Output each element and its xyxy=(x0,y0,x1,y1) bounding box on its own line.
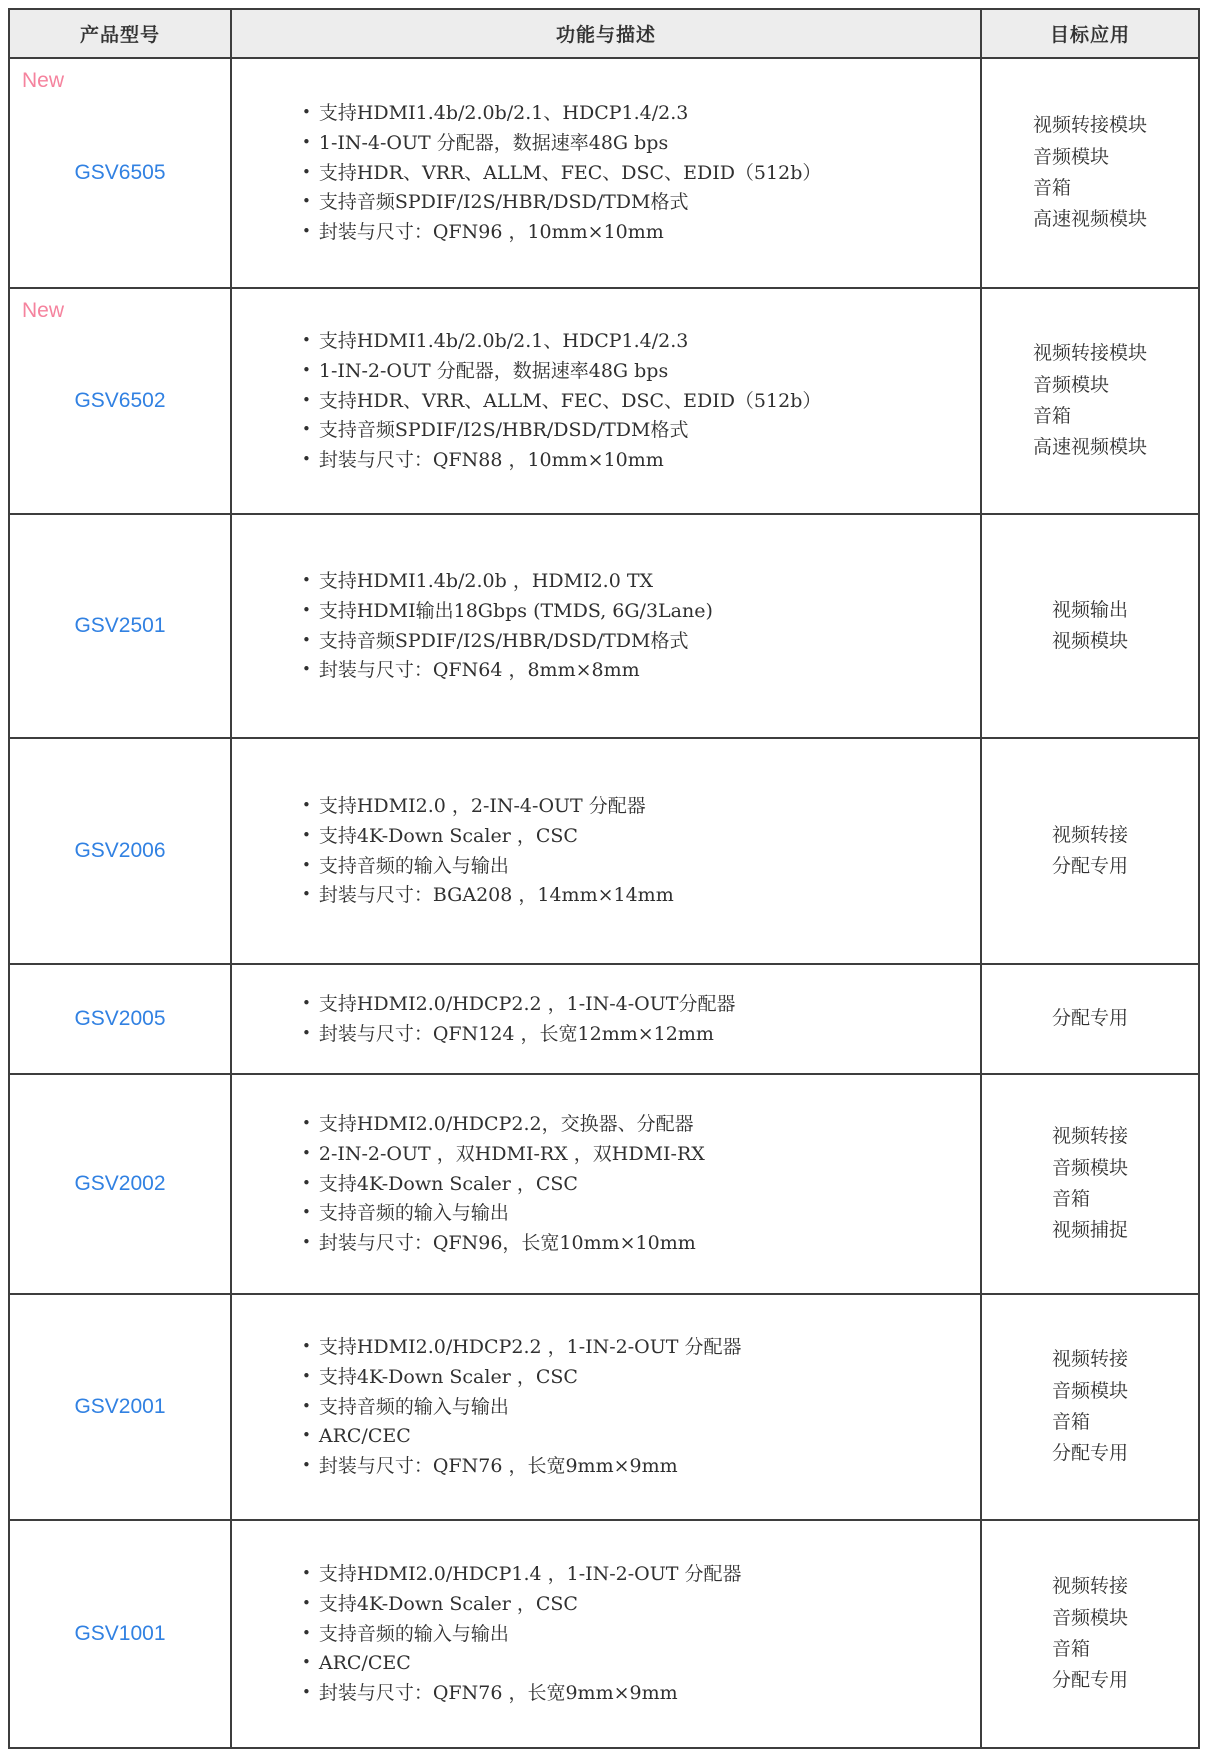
feature-item: • 支持音频SPDIF/I2S/HBR/DSD/TDM格式 xyxy=(302,189,821,216)
applications-cell xyxy=(982,965,1198,1073)
feature-item: • 2-IN-2-OUT ，双HDMI-RX ，双HDMI-RX xyxy=(302,1141,705,1168)
new-badge: New xyxy=(22,299,65,322)
application-item: 高速视频模块 xyxy=(1032,208,1147,231)
product-model: GSV6502 xyxy=(74,389,166,412)
features-cell xyxy=(232,1075,982,1293)
application-list xyxy=(1052,1344,1128,1469)
feature-list xyxy=(302,325,821,478)
model-cell xyxy=(10,289,232,513)
feature-item: • 1-IN-4-OUT 分配器，数据速率48G bps xyxy=(302,130,821,157)
feature-list xyxy=(302,1331,742,1484)
feature-item: • 封装与尺寸：QFN64 ，8mm×8mm xyxy=(302,657,713,684)
feature-item: • ARC/CEC xyxy=(302,1650,742,1677)
application-list xyxy=(1052,1121,1128,1246)
application-item: 视频输出 xyxy=(1051,598,1128,621)
model-cell xyxy=(10,515,232,737)
feature-item: • 支持HDMI2.0/HDCP2.2 ，1-IN-4-OUT分配器 xyxy=(302,991,735,1018)
feature-item: • 支持4K-Down Scaler ，CSC xyxy=(302,1171,705,1198)
table-row xyxy=(10,59,1198,289)
application-list xyxy=(1052,1003,1128,1034)
application-item: 视频转接 xyxy=(1051,1125,1128,1148)
feature-item: • 封装与尺寸：QFN88 ，10mm×10mm xyxy=(302,447,821,474)
product-table xyxy=(8,8,1200,1749)
feature-item: • 封装与尺寸：QFN96 ，10mm×10mm xyxy=(302,219,821,246)
column-header-model: 产品型号 xyxy=(10,10,232,57)
applications-cell xyxy=(982,289,1198,513)
feature-item: • 支持HDR、VRR、ALLM、FEC、DSC、EDID（512b） xyxy=(302,160,821,187)
model-cell xyxy=(10,1521,232,1747)
application-list xyxy=(1052,820,1128,883)
application-item: 音箱 xyxy=(1051,1638,1090,1660)
table-header-row xyxy=(10,10,1198,59)
application-item: 分配专用 xyxy=(1051,1442,1128,1465)
model-cell xyxy=(10,59,232,287)
table-row xyxy=(10,1521,1198,1747)
feature-item: • ARC/CEC xyxy=(302,1423,742,1450)
application-item: 分配专用 xyxy=(1051,1669,1128,1692)
application-item: 视频模块 xyxy=(1051,630,1128,652)
application-item: 分配专用 xyxy=(1051,1007,1128,1030)
application-item: 视频转接 xyxy=(1051,823,1128,846)
feature-item: • 封装与尺寸：BGA208 ，14mm×14mm xyxy=(302,882,674,909)
feature-item: • 支持HDR、VRR、ALLM、FEC、DSC、EDID（512b） xyxy=(302,388,821,415)
features-cell xyxy=(232,965,982,1073)
feature-item: • 支持4K-Down Scaler ，CSC xyxy=(302,1364,742,1391)
application-item: 视频转接 xyxy=(1051,1348,1128,1371)
feature-item: • 封装与尺寸：QFN76 ，长宽9mm×9mm xyxy=(302,1680,742,1707)
table-row xyxy=(10,1075,1198,1295)
feature-item: • 支持HDMI1.4b/2.0b ，HDMI2.0 TX xyxy=(302,568,713,595)
application-item: 音箱 xyxy=(1032,405,1071,427)
product-model: GSV6505 xyxy=(74,161,166,184)
application-item: 视频转接 xyxy=(1051,1575,1128,1598)
table-row xyxy=(10,289,1198,515)
feature-item: • 支持音频的输入与输出 xyxy=(302,853,674,880)
application-item: 高速视频模块 xyxy=(1032,436,1147,459)
table-row xyxy=(10,739,1198,965)
application-item: 音箱 xyxy=(1051,1188,1090,1210)
feature-item: • 支持音频SPDIF/I2S/HBR/DSD/TDM格式 xyxy=(302,628,713,655)
feature-list xyxy=(302,790,674,913)
product-model: GSV2005 xyxy=(74,1007,166,1030)
application-item: 视频转接模块 xyxy=(1032,342,1147,365)
application-item: 音箱 xyxy=(1051,1411,1090,1433)
features-cell xyxy=(232,289,982,513)
column-header-features: 功能与描述 xyxy=(232,10,982,57)
applications-cell xyxy=(982,1295,1198,1519)
application-item: 音频模块 xyxy=(1032,145,1109,168)
product-model: GSV2006 xyxy=(74,839,166,862)
table-row xyxy=(10,965,1198,1075)
features-cell xyxy=(232,1521,982,1747)
applications-cell xyxy=(982,1521,1198,1747)
application-item: 音频模块 xyxy=(1051,1606,1128,1629)
features-cell xyxy=(232,739,982,963)
feature-item: • 支持HDMI2.0/HDCP1.4 ，1-IN-2-OUT 分配器 xyxy=(302,1561,742,1588)
applications-cell xyxy=(982,515,1198,737)
model-cell xyxy=(10,965,232,1073)
application-list xyxy=(1033,338,1147,463)
product-model: GSV2001 xyxy=(74,1395,166,1418)
table-row xyxy=(10,1295,1198,1521)
feature-item: • 支持音频的输入与输出 xyxy=(302,1200,705,1227)
feature-item: • 支持HDMI输出18Gbps (TMDS, 6G/3Lane) xyxy=(302,598,713,625)
feature-item: • 支持HDMI1.4b/2.0b/2.1、HDCP1.4/2.3 xyxy=(302,328,821,355)
application-item: 音频模块 xyxy=(1032,373,1109,396)
feature-item: • 支持音频的输入与输出 xyxy=(302,1394,742,1421)
feature-item: • 支持HDMI1.4b/2.0b/2.1、HDCP1.4/2.3 xyxy=(302,100,821,127)
applications-cell xyxy=(982,1075,1198,1293)
product-model: GSV2501 xyxy=(74,614,166,637)
application-item: 音频模块 xyxy=(1051,1379,1128,1402)
feature-item: • 支持HDMI2.0 ，2-IN-4-OUT 分配器 xyxy=(302,793,674,820)
applications-cell xyxy=(982,59,1198,287)
applications-cell xyxy=(982,739,1198,963)
model-cell xyxy=(10,1075,232,1293)
application-item: 视频转接模块 xyxy=(1032,114,1147,137)
feature-item: • 1-IN-2-OUT 分配器，数据速率48G bps xyxy=(302,358,821,385)
feature-item: • 支持HDMI2.0/HDCP2.2 ，1-IN-2-OUT 分配器 xyxy=(302,1334,742,1361)
feature-list xyxy=(302,1108,705,1261)
application-item: 音频模块 xyxy=(1051,1156,1128,1179)
feature-item: • 封装与尺寸：QFN124 ，长宽12mm×12mm xyxy=(302,1021,735,1048)
application-list xyxy=(1033,110,1147,235)
application-item: 视频捕捉 xyxy=(1051,1219,1128,1242)
application-list xyxy=(1052,595,1128,658)
feature-item: • 支持音频SPDIF/I2S/HBR/DSD/TDM格式 xyxy=(302,417,821,444)
features-cell xyxy=(232,515,982,737)
feature-list xyxy=(302,565,713,688)
product-model: GSV2002 xyxy=(74,1172,166,1195)
application-item: 音箱 xyxy=(1032,177,1071,199)
feature-list xyxy=(302,1558,742,1711)
model-cell xyxy=(10,1295,232,1519)
column-header-applications: 目标应用 xyxy=(1049,25,1130,46)
product-model: GSV1001 xyxy=(74,1622,166,1645)
feature-item: • 支持4K-Down Scaler ，CSC xyxy=(302,823,674,850)
feature-item: • 支持HDMI2.0/HDCP2.2，交换器、分配器 xyxy=(302,1111,705,1138)
feature-list xyxy=(302,988,735,1051)
feature-list xyxy=(302,97,821,250)
application-list xyxy=(1052,1571,1128,1696)
feature-item: • 支持音频的输入与输出 xyxy=(302,1621,742,1648)
feature-item: • 封装与尺寸：QFN76 ，长宽9mm×9mm xyxy=(302,1453,742,1480)
feature-item: • 支持4K-Down Scaler ，CSC xyxy=(302,1591,742,1618)
features-cell xyxy=(232,59,982,287)
model-cell xyxy=(10,739,232,963)
feature-item: • 封装与尺寸：QFN96，长宽10mm×10mm xyxy=(302,1230,705,1257)
application-item: 分配专用 xyxy=(1051,855,1128,877)
features-cell xyxy=(232,1295,982,1519)
new-badge: New xyxy=(22,69,65,92)
table-row xyxy=(10,515,1198,739)
